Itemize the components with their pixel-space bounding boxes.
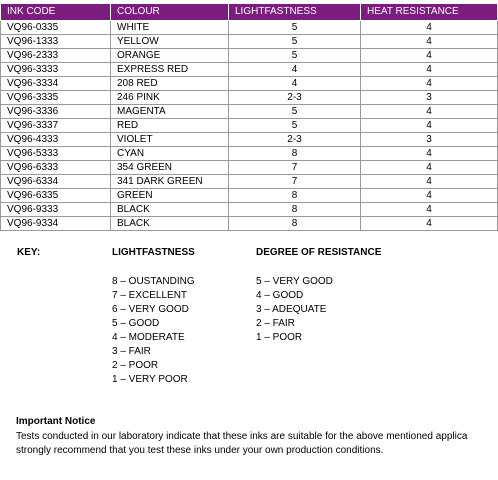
table-row — [1, 203, 498, 217]
header-ink-code: INK CODE — [1, 4, 111, 21]
ink-code-cell: VQ96-3336 — [1, 105, 111, 119]
lightfastness-cell: 8 — [229, 147, 361, 161]
heat-resistance-cell: 4 — [361, 77, 498, 91]
key-item: 1 – VERY POOR — [112, 374, 188, 385]
colour-cell: GREEN — [111, 189, 229, 203]
table-row — [1, 63, 498, 77]
heat-resistance-cell: 4 — [361, 189, 498, 203]
colour-cell: MAGENTA — [111, 105, 229, 119]
ink-table-body — [1, 21, 498, 231]
ink-code-cell: VQ96-3337 — [1, 119, 111, 133]
table-row — [1, 21, 498, 35]
ink-code-cell: VQ96-9333 — [1, 203, 111, 217]
table-row — [1, 105, 498, 119]
colour-cell: 341 DARK GREEN — [111, 175, 229, 189]
key-item: 6 – VERY GOOD — [112, 304, 189, 315]
notice-line-2: strongly recommend that you test these inks under your own production conditions. — [16, 445, 384, 456]
colour-cell: BLACK — [111, 217, 229, 231]
lightfastness-cell: 2-3 — [229, 133, 361, 147]
lightfastness-cell: 8 — [229, 217, 361, 231]
colour-cell: VIOLET — [111, 133, 229, 147]
table-row — [1, 91, 498, 105]
table-row — [1, 49, 498, 63]
ink-code-cell: VQ96-0335 — [1, 21, 111, 35]
ink-code-cell: VQ96-3335 — [1, 91, 111, 105]
key-item: 7 – EXCELLENT — [112, 290, 188, 301]
key-item: 2 – POOR — [112, 360, 159, 371]
header-heat-resistance: HEAT RESISTANCE — [361, 4, 498, 21]
heat-resistance-cell: 4 — [361, 63, 498, 77]
ink-code-cell: VQ96-4333 — [1, 133, 111, 147]
ink-code-cell: VQ96-6333 — [1, 161, 111, 175]
resistance-key-title: DEGREE OF RESISTANCE — [256, 247, 382, 258]
colour-cell: YELLOW — [111, 35, 229, 49]
lightfastness-cell: 2-3 — [229, 91, 361, 105]
header-lightfastness: LIGHTFASTNESS — [229, 4, 361, 21]
ink-table — [0, 3, 498, 231]
lightfastness-cell: 4 — [229, 77, 361, 91]
lightfastness-cell: 4 — [229, 63, 361, 77]
table-row — [1, 119, 498, 133]
heat-resistance-cell: 4 — [361, 35, 498, 49]
key-item: 5 – VERY GOOD — [256, 276, 333, 287]
key-item: 5 – GOOD — [112, 318, 160, 329]
colour-cell: BLACK — [111, 203, 229, 217]
lightfastness-cell: 7 — [229, 175, 361, 189]
table-row — [1, 189, 498, 203]
key-item: 2 – FAIR — [256, 318, 295, 329]
lightfastness-cell: 8 — [229, 203, 361, 217]
key-label: KEY: — [17, 247, 41, 258]
colour-cell: 354 GREEN — [111, 161, 229, 175]
key-item: 4 – GOOD — [256, 290, 304, 301]
lightfastness-cell: 5 — [229, 105, 361, 119]
key-item: 1 – POOR — [256, 332, 303, 343]
lightfastness-cell: 5 — [229, 119, 361, 133]
colour-cell: ORANGE — [111, 49, 229, 63]
heat-resistance-cell: 4 — [361, 147, 498, 161]
heat-resistance-cell: 4 — [361, 161, 498, 175]
ink-code-cell: VQ96-6334 — [1, 175, 111, 189]
notice-title: Important Notice — [16, 416, 96, 427]
heat-resistance-cell: 4 — [361, 217, 498, 231]
heat-resistance-cell: 4 — [361, 203, 498, 217]
colour-cell: 246 PINK — [111, 91, 229, 105]
heat-resistance-cell: 3 — [361, 91, 498, 105]
ink-code-cell: VQ96-5333 — [1, 147, 111, 161]
heat-resistance-cell: 3 — [361, 133, 498, 147]
colour-cell: 208 RED — [111, 77, 229, 91]
header-colour: COLOUR — [111, 4, 229, 21]
lightfastness-scale — [112, 275, 195, 387]
heat-resistance-cell: 4 — [361, 49, 498, 63]
lightfastness-cell: 5 — [229, 35, 361, 49]
ink-code-cell: VQ96-3333 — [1, 63, 111, 77]
table-row — [1, 77, 498, 91]
ink-code-cell: VQ96-9334 — [1, 217, 111, 231]
heat-resistance-cell: 4 — [361, 175, 498, 189]
table-row — [1, 133, 498, 147]
table-row — [1, 217, 498, 231]
colour-cell: EXPRESS RED — [111, 63, 229, 77]
lightfastness-cell: 5 — [229, 21, 361, 35]
heat-resistance-cell: 4 — [361, 105, 498, 119]
notice-line-1: Tests conducted in our laboratory indicate that these inks are suitable for the above mentioned applica — [16, 431, 468, 442]
key-item: 4 – MODERATE — [112, 332, 185, 343]
ink-table-header — [1, 4, 498, 21]
heat-resistance-cell: 4 — [361, 119, 498, 133]
table-row — [1, 35, 498, 49]
lightfastness-cell: 5 — [229, 49, 361, 63]
lightfastness-key-title: LIGHTFASTNESS — [112, 247, 195, 258]
colour-cell: RED — [111, 119, 229, 133]
table-row — [1, 161, 498, 175]
ink-code-cell: VQ96-1333 — [1, 35, 111, 49]
key-item: 3 – ADEQUATE — [256, 304, 327, 315]
table-row — [1, 147, 498, 161]
heat-resistance-cell: 4 — [361, 21, 498, 35]
key-item: 3 – FAIR — [112, 346, 151, 357]
ink-code-cell: VQ96-2333 — [1, 49, 111, 63]
lightfastness-cell: 7 — [229, 161, 361, 175]
lightfastness-cell: 8 — [229, 189, 361, 203]
notice-body — [16, 430, 498, 458]
colour-cell: CYAN — [111, 147, 229, 161]
ink-code-cell: VQ96-6335 — [1, 189, 111, 203]
resistance-scale — [256, 275, 333, 345]
colour-cell: WHITE — [111, 21, 229, 35]
table-row — [1, 175, 498, 189]
key-item: 8 – OUSTANDING — [112, 276, 195, 287]
ink-code-cell: VQ96-3334 — [1, 77, 111, 91]
